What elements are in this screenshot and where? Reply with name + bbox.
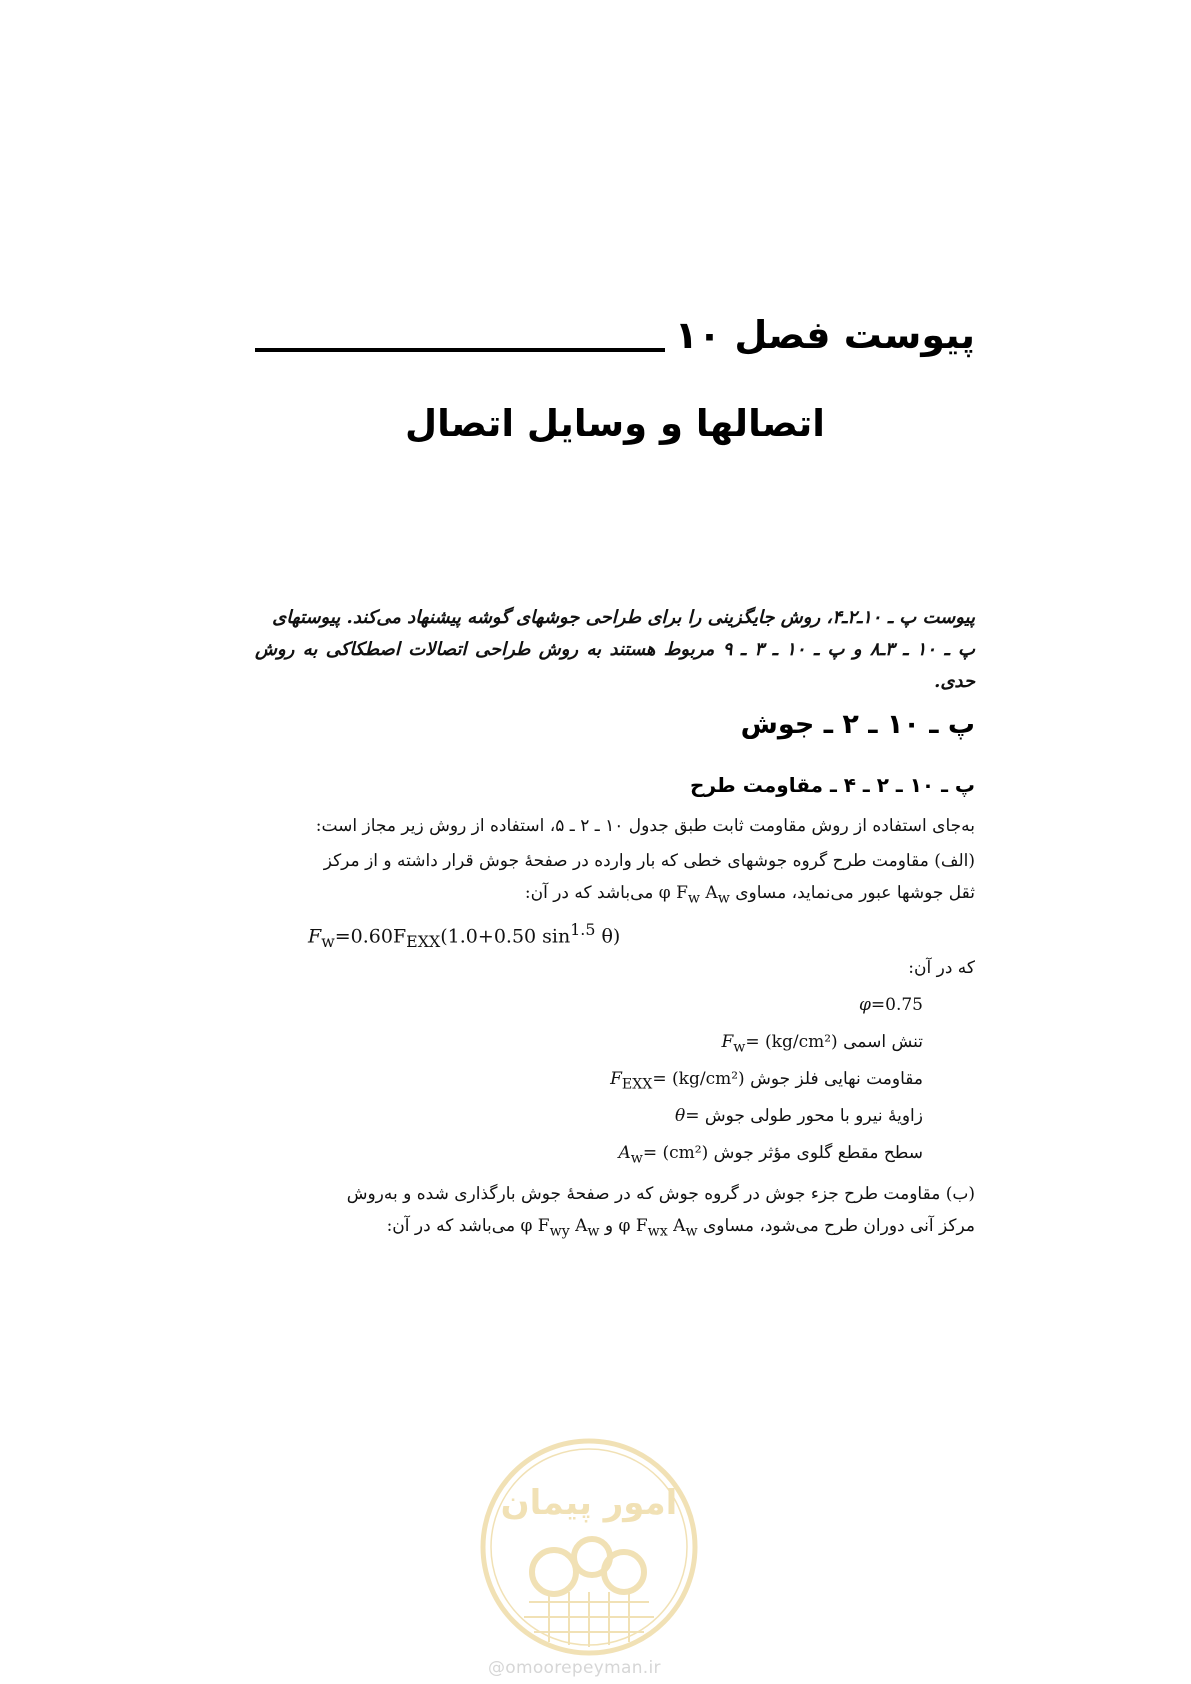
body-line-1: به‌جای استفاده از روش مقاومت ثابت طبق جدول ۱۰ ـ ۲ ـ ۵، استفاده از روش زیر مجاز است: <box>315 816 975 836</box>
chapter-header <box>255 308 975 358</box>
body-paragraph-intro <box>255 810 975 842</box>
body-line-5: مرکز آنی دوران طرح می‌شود، مساوی φ $F_{wx}$ $A_w$ و φ $F_{wy}$ $A_w$ می‌باشد که در آن: <box>386 1216 975 1240</box>
chapter-subtitle: اتصالها و وسایل اتصال <box>404 402 825 445</box>
watermark-logo <box>474 1432 704 1662</box>
body-paragraph-b <box>255 1178 975 1247</box>
definition-symbol: A <box>618 1143 631 1163</box>
definition-symbol: θ <box>674 1106 686 1126</box>
weld-strength-formula: $F_w=0.60F_{EXX}(1.0+0.50$ $\sin^{1.5} \theta$) <box>308 920 621 952</box>
where-label: که در آن: <box>908 958 975 978</box>
definition-value: 0.75 <box>885 995 923 1015</box>
definition-row: 0.75=φ <box>858 995 923 1015</box>
definition-text: سطح مقطع گلوی مؤثر جوش (cm²) <box>662 1143 923 1163</box>
definition-symbol: φ <box>858 995 871 1015</box>
definition-text: تنش اسمی (kg/cm²) <box>765 1032 923 1052</box>
definition-list <box>255 988 923 1173</box>
definition-row: مقاومت نهایی فلز جوش $(kg/cm^2) =F_{EXX}$ <box>610 1069 923 1093</box>
definition-symbol-subscript: w <box>630 1150 643 1167</box>
watermark-url: @omoorepeyman.ir <box>488 1658 661 1678</box>
body-line-3: ثقل جوشها عبور می‌نماید، مساوی φ $F_w$ $A_w$ می‌باشد که در آن: <box>524 883 975 907</box>
chapter-title: پیوست فصل ۱۰ <box>674 313 975 357</box>
gear-icon <box>532 1539 644 1594</box>
section-heading: پ ـ ۱۰ ـ ۲ ـ جوش <box>740 709 975 740</box>
definition-symbol: F <box>721 1032 734 1052</box>
definition-row: سطح مقطع گلوی مؤثر جوش $(cm^2) =A_w$ <box>618 1143 923 1167</box>
definition-text: زاویهٔ نیرو با محور طولی جوش <box>704 1106 923 1126</box>
definition-row: زاویهٔ نیرو با محور طولی جوش =θ <box>674 1106 923 1126</box>
intro-line-1: پیوست پ ـ ۱۰ـ۲ـ۴، روش جایگزینی را برای طراحی جوشهای گوشه پیشنهاد می‌کند. پیوستهای <box>272 607 975 628</box>
definition-text: مقاومت نهایی فلز جوش (kg/cm²) <box>672 1069 923 1089</box>
intro-line-2: پ ـ ۱۰ ـ ۳ـ۸ و پ ـ ۱۰ ـ ۳ ـ ۹ مربوط هستند به روش طراحی اتصالات اصطکاکی به روش حدی. <box>255 639 975 692</box>
watermark-logo-text: امور پیمان <box>500 1483 678 1523</box>
grid-icon <box>524 1592 654 1647</box>
chapter-title-rule <box>255 348 665 352</box>
body-line-2: (الف) مقاومت طرح گروه جوشهای خطی که بار وارده در صفحهٔ جوش قرار داشته و از مرکز <box>323 851 975 871</box>
definition-symbol-subscript: w <box>733 1039 746 1056</box>
definition-row: تنش اسمی $(kg/cm^2) =F_w$ <box>721 1032 923 1056</box>
subsection-heading: پ ـ ۱۰ ـ ۲ ـ ۴ ـ مقاومت طرح <box>690 773 975 797</box>
definition-symbol: F <box>610 1069 622 1089</box>
body-line-4: (ب) مقاومت طرح جزء جوش در گروه جوش که در صفحهٔ جوش بارگذاری شده و به‌روش <box>346 1184 975 1204</box>
intro-paragraph <box>255 602 975 698</box>
definition-symbol-subscript: EXX <box>621 1076 653 1093</box>
body-paragraph-a <box>255 845 975 914</box>
